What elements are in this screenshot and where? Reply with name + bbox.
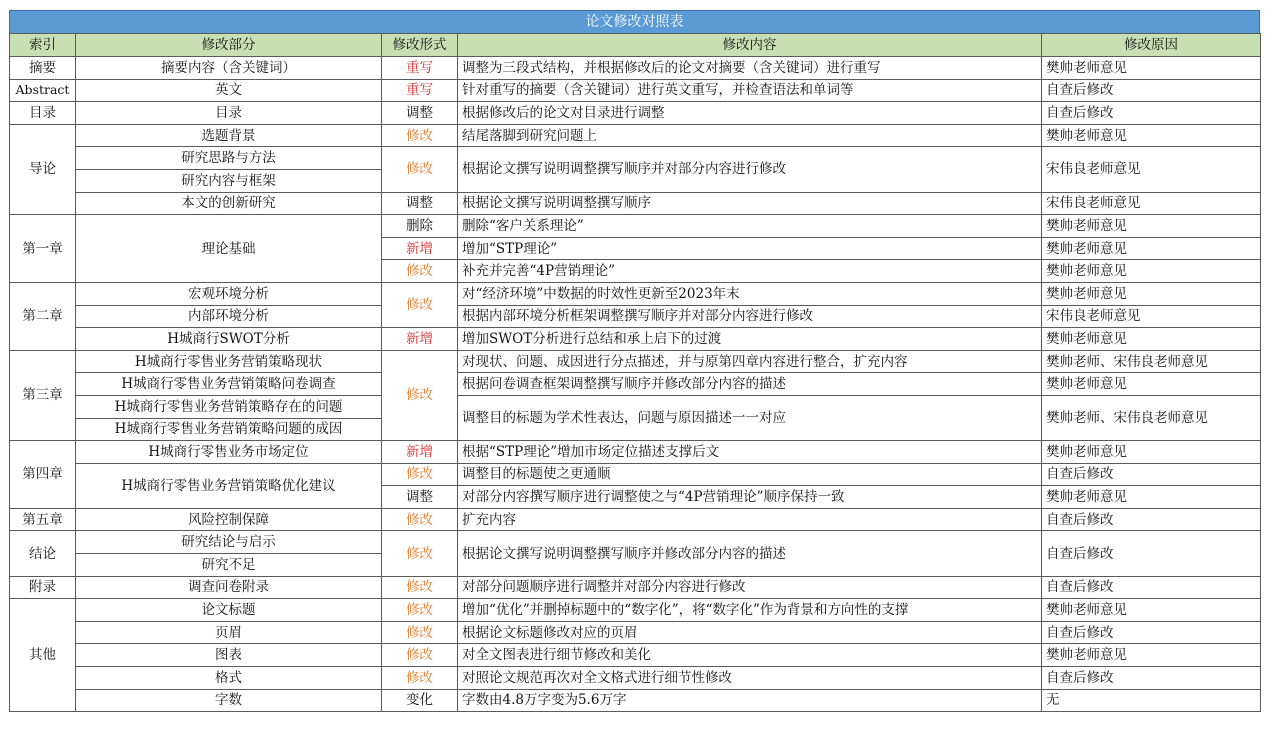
part-cell: H城商行SWOT分析 — [76, 328, 382, 351]
part-cell: H城商行零售业务营销策略问卷调查 — [76, 373, 382, 396]
content-cell: 补充并完善“4P营销理论” — [458, 260, 1042, 283]
reason-cell: 樊帅老师意见 — [1042, 57, 1261, 80]
part-cell: 研究思路与方法 — [76, 147, 382, 170]
content-cell: 根据问卷调查框架调整撰写顺序并修改部分内容的描述 — [458, 373, 1042, 396]
table-row — [10, 531, 1261, 554]
header-form: 修改形式 — [382, 34, 458, 57]
index-cell: 附录 — [10, 576, 76, 599]
form-cell: 调整 — [382, 192, 458, 215]
reason-cell: 无 — [1042, 689, 1261, 712]
reason-cell: 樊帅老师意见 — [1042, 486, 1261, 509]
header-content: 修改内容 — [458, 34, 1042, 57]
table-row — [10, 508, 1261, 531]
table-row — [10, 576, 1261, 599]
part-cell: 页眉 — [76, 621, 382, 644]
form-cell: 修改 — [382, 350, 458, 440]
table-row — [10, 147, 1261, 170]
form-cell: 调整 — [382, 486, 458, 509]
content-cell: 对“经济环境”中数据的时效性更新至2023年末 — [458, 282, 1042, 305]
table-row — [10, 441, 1261, 464]
table-row — [10, 215, 1261, 238]
form-cell: 重写 — [382, 57, 458, 80]
part-cell: 字数 — [76, 689, 382, 712]
table-row — [10, 282, 1261, 305]
index-cell: 第四章 — [10, 441, 76, 509]
form-cell: 变化 — [382, 689, 458, 712]
index-cell: 摘要 — [10, 57, 76, 80]
part-cell: 本文的创新研究 — [76, 192, 382, 215]
reason-cell: 樊帅老师意见 — [1042, 328, 1261, 351]
table-row — [10, 395, 1261, 418]
content-cell: 增加“优化”并删掉标题中的“数字化”，将“数字化”作为背景和方向性的支撑 — [458, 599, 1042, 622]
part-cell: 风险控制保障 — [76, 508, 382, 531]
index-cell: 第五章 — [10, 508, 76, 531]
form-cell: 修改 — [382, 124, 458, 147]
table-row — [10, 102, 1261, 125]
table-row — [10, 621, 1261, 644]
content-cell: 字数由4.8万字变为5.6万字 — [458, 689, 1042, 712]
content-cell: 调整目的标题为学术性表达，问题与原因描述一一对应 — [458, 395, 1042, 440]
reason-cell: 自查后修改 — [1042, 531, 1261, 576]
reason-cell: 樊帅老师、宋伟良老师意见 — [1042, 350, 1261, 373]
revision-table — [9, 33, 1261, 712]
part-cell: H城商行零售业务市场定位 — [76, 441, 382, 464]
part-cell: 研究结论与启示 — [76, 531, 382, 554]
reason-cell: 樊帅老师意见 — [1042, 260, 1261, 283]
header-index: 索引 — [10, 34, 76, 57]
reason-cell: 自查后修改 — [1042, 102, 1261, 125]
part-cell: H城商行零售业务营销策略现状 — [76, 350, 382, 373]
form-cell: 修改 — [382, 667, 458, 690]
reason-cell: 樊帅老师意见 — [1042, 215, 1261, 238]
part-cell: 图表 — [76, 644, 382, 667]
table-row — [10, 644, 1261, 667]
reason-cell: 自查后修改 — [1042, 667, 1261, 690]
reason-cell: 宋伟良老师意见 — [1042, 147, 1261, 192]
table-row — [10, 373, 1261, 396]
form-cell: 调整 — [382, 102, 458, 125]
reason-cell: 樊帅老师意见 — [1042, 282, 1261, 305]
part-cell: H城商行零售业务营销策略优化建议 — [76, 463, 382, 508]
index-cell: 第一章 — [10, 215, 76, 283]
form-cell: 修改 — [382, 147, 458, 192]
content-cell: 针对重写的摘要（含关键词）进行英文重写，并检查语法和单词等 — [458, 79, 1042, 102]
content-cell: 增加SWOT分析进行总结和承上启下的过渡 — [458, 328, 1042, 351]
index-cell: 结论 — [10, 531, 76, 576]
header-row — [10, 34, 1261, 57]
part-cell: 调查问卷附录 — [76, 576, 382, 599]
reason-cell: 樊帅老师意见 — [1042, 599, 1261, 622]
form-cell: 修改 — [382, 260, 458, 283]
index-cell: 目录 — [10, 102, 76, 125]
reason-cell: 樊帅老师、宋伟良老师意见 — [1042, 395, 1261, 440]
reason-cell: 宋伟良老师意见 — [1042, 305, 1261, 328]
index-cell: 第二章 — [10, 282, 76, 350]
part-cell: 内部环境分析 — [76, 305, 382, 328]
form-cell: 新增 — [382, 237, 458, 260]
reason-cell: 自查后修改 — [1042, 463, 1261, 486]
form-cell: 重写 — [382, 79, 458, 102]
part-cell: 研究不足 — [76, 554, 382, 577]
form-cell: 修改 — [382, 599, 458, 622]
table-row — [10, 328, 1261, 351]
part-cell: 目录 — [76, 102, 382, 125]
table-row — [10, 350, 1261, 373]
index-cell: Abstract — [10, 79, 76, 102]
header-reason: 修改原因 — [1042, 34, 1261, 57]
part-cell: 理论基础 — [76, 215, 382, 283]
content-cell: 根据论文撰写说明调整撰写顺序并修改部分内容的描述 — [458, 531, 1042, 576]
form-cell: 修改 — [382, 644, 458, 667]
part-cell: 选题背景 — [76, 124, 382, 147]
content-cell: 调整为三段式结构，并根据修改后的论文对摘要（含关键词）进行重写 — [458, 57, 1042, 80]
content-cell: 调整目的标题使之更通顺 — [458, 463, 1042, 486]
content-cell: 根据论文标题修改对应的页眉 — [458, 621, 1042, 644]
content-cell: 删除“客户关系理论” — [458, 215, 1042, 238]
form-cell: 删除 — [382, 215, 458, 238]
content-cell: 对部分内容撰写顺序进行调整使之与“4P营销理论”顺序保持一致 — [458, 486, 1042, 509]
table-row — [10, 305, 1261, 328]
part-cell: H城商行零售业务营销策略问题的成因 — [76, 418, 382, 441]
part-cell: 格式 — [76, 667, 382, 690]
reason-cell: 樊帅老师意见 — [1042, 237, 1261, 260]
content-cell: 对部分问题顺序进行调整并对部分内容进行修改 — [458, 576, 1042, 599]
table-row — [10, 124, 1261, 147]
table-row — [10, 79, 1261, 102]
reason-cell: 樊帅老师意见 — [1042, 644, 1261, 667]
content-cell: 根据论文撰写说明调整撰写顺序 — [458, 192, 1042, 215]
part-cell: 宏观环境分析 — [76, 282, 382, 305]
table-row — [10, 463, 1261, 486]
part-cell: 论文标题 — [76, 599, 382, 622]
table-row — [10, 599, 1261, 622]
form-cell: 修改 — [382, 282, 458, 327]
content-cell: 对现状、问题、成因进行分点描述，并与原第四章内容进行整合，扩充内容 — [458, 350, 1042, 373]
reason-cell: 樊帅老师意见 — [1042, 373, 1261, 396]
content-cell: 对全文图表进行细节修改和美化 — [458, 644, 1042, 667]
table-title: 论文修改对照表 — [9, 10, 1260, 33]
reason-cell: 樊帅老师意见 — [1042, 441, 1261, 464]
reason-cell: 宋伟良老师意见 — [1042, 192, 1261, 215]
part-cell: 英文 — [76, 79, 382, 102]
form-cell: 修改 — [382, 531, 458, 576]
content-cell: 根据“STP理论”增加市场定位描述支撑后文 — [458, 441, 1042, 464]
index-cell: 导论 — [10, 124, 76, 214]
part-cell: 研究内容与框架 — [76, 169, 382, 192]
form-cell: 修改 — [382, 463, 458, 486]
form-cell: 修改 — [382, 576, 458, 599]
content-cell: 增加“STP理论” — [458, 237, 1042, 260]
table-row — [10, 667, 1261, 690]
table-row — [10, 689, 1261, 712]
reason-cell: 自查后修改 — [1042, 79, 1261, 102]
content-cell: 根据修改后的论文对目录进行调整 — [458, 102, 1042, 125]
form-cell: 修改 — [382, 508, 458, 531]
content-cell: 扩充内容 — [458, 508, 1042, 531]
reason-cell: 自查后修改 — [1042, 621, 1261, 644]
part-cell: 摘要内容（含关键词） — [76, 57, 382, 80]
index-cell: 第三章 — [10, 350, 76, 440]
reason-cell: 自查后修改 — [1042, 576, 1261, 599]
index-cell: 其他 — [10, 599, 76, 712]
reason-cell: 自查后修改 — [1042, 508, 1261, 531]
content-cell: 对照论文规范再次对全文格式进行细节性修改 — [458, 667, 1042, 690]
content-cell: 结尾落脚到研究问题上 — [458, 124, 1042, 147]
table-row — [10, 192, 1261, 215]
form-cell: 新增 — [382, 328, 458, 351]
header-part: 修改部分 — [76, 34, 382, 57]
table-row — [10, 57, 1261, 80]
form-cell: 新增 — [382, 441, 458, 464]
reason-cell: 樊帅老师意见 — [1042, 124, 1261, 147]
content-cell: 根据论文撰写说明调整撰写顺序并对部分内容进行修改 — [458, 147, 1042, 192]
content-cell: 根据内部环境分析框架调整撰写顺序并对部分内容进行修改 — [458, 305, 1042, 328]
form-cell: 修改 — [382, 621, 458, 644]
part-cell: H城商行零售业务营销策略存在的问题 — [76, 395, 382, 418]
